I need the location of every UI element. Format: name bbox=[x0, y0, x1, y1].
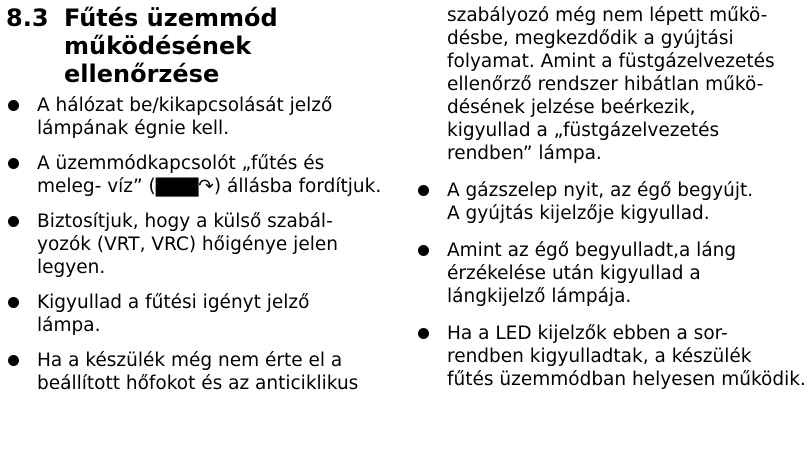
section-title-line: Fűtés üzemmód bbox=[64, 4, 278, 32]
bullet-item bbox=[6, 210, 416, 279]
bullet-text-line: beállított hőfokot és az anticiklikus bbox=[37, 373, 359, 394]
paragraph-line: rendben” lámpa. bbox=[447, 143, 602, 164]
bullet-dot-icon bbox=[8, 100, 19, 111]
bullet-text-line: A üzemmódkapcsolót „fűtés és bbox=[37, 153, 325, 174]
bullet-text-line: Kigyullad a fűtési igényt jelző bbox=[37, 292, 310, 313]
bullet-item bbox=[6, 94, 416, 140]
bullet-text-line: meleg- víz” (▇▇▇↷) állásba fordítjuk. bbox=[37, 176, 382, 197]
bullet-text-line: legyen. bbox=[37, 257, 106, 278]
bullet-dot-icon bbox=[8, 355, 19, 366]
bullet-dot-icon bbox=[418, 185, 429, 196]
bullet-dot-icon bbox=[418, 245, 429, 256]
paragraph-line: désének jelzése beérkezik, bbox=[447, 97, 696, 118]
bullet-item bbox=[6, 349, 416, 395]
bullet-text-line: A gyújtás kijelzője kigyullad. bbox=[447, 203, 710, 224]
bullet-item bbox=[416, 239, 808, 308]
bullet-text-line: Ha a készülék még nem érte el a bbox=[37, 350, 343, 371]
bullet-dot-icon bbox=[8, 216, 19, 227]
section-title-line: ellenőrzése bbox=[64, 60, 220, 88]
paragraph-line: szabályozó még nem lépett műkö- bbox=[447, 5, 768, 26]
bullet-text-line: A gázszelep nyit, az égő begyújt. bbox=[447, 180, 754, 201]
section-heading bbox=[6, 4, 416, 88]
bullet-item bbox=[6, 152, 416, 198]
paragraph-line: folyamat. Amint a füstgázelvezetés bbox=[447, 51, 775, 72]
right-column bbox=[416, 4, 808, 405]
paragraph-line: ellenőrző rendszer hibátlan műkö- bbox=[447, 74, 764, 95]
right-bullet-list bbox=[416, 179, 808, 391]
bullet-text-line: lámpa. bbox=[37, 315, 101, 336]
section-number: 8.3 bbox=[6, 4, 49, 32]
bullet-dot-icon bbox=[8, 297, 19, 308]
paragraph-line: désbe, megkezdődik a gyújtási bbox=[447, 28, 734, 49]
bullet-dot-icon bbox=[8, 158, 19, 169]
continued-paragraph bbox=[416, 4, 808, 165]
bullet-dot-icon bbox=[418, 328, 429, 339]
bullet-item bbox=[6, 291, 416, 337]
bullet-text-line: Biztosítjuk, hogy a külső szabál- bbox=[37, 211, 333, 232]
bullet-text-line: Amint az égő begyulladt,a láng bbox=[447, 240, 737, 261]
bullet-text-line: fűtés üzemmódban helyesen működik. bbox=[447, 369, 806, 390]
bullet-text-line: yozók (VRT, VRC) hőigénye jelen bbox=[37, 234, 338, 255]
section-title-line: működésének bbox=[64, 32, 252, 60]
left-bullet-list bbox=[6, 94, 416, 395]
bullet-text-line: A hálózat be/kikapcsolását jelző bbox=[37, 95, 333, 116]
bullet-text-line: rendben kigyulladtak, a készülék bbox=[447, 346, 752, 367]
bullet-text-line: érzékelése után kigyullad a bbox=[447, 263, 701, 284]
bullet-item bbox=[416, 179, 808, 225]
bullet-text-line: Ha a LED kijelzők ebben a sor- bbox=[447, 323, 728, 344]
paragraph-line: kigyullad a „füstgázelvezetés bbox=[447, 120, 720, 141]
bullet-text-line: lángkijelző lámpája. bbox=[447, 286, 632, 307]
left-column bbox=[6, 4, 416, 407]
section-title bbox=[64, 4, 416, 88]
bullet-item bbox=[416, 322, 808, 391]
bullet-text-line: lámpának égnie kell. bbox=[37, 118, 230, 139]
